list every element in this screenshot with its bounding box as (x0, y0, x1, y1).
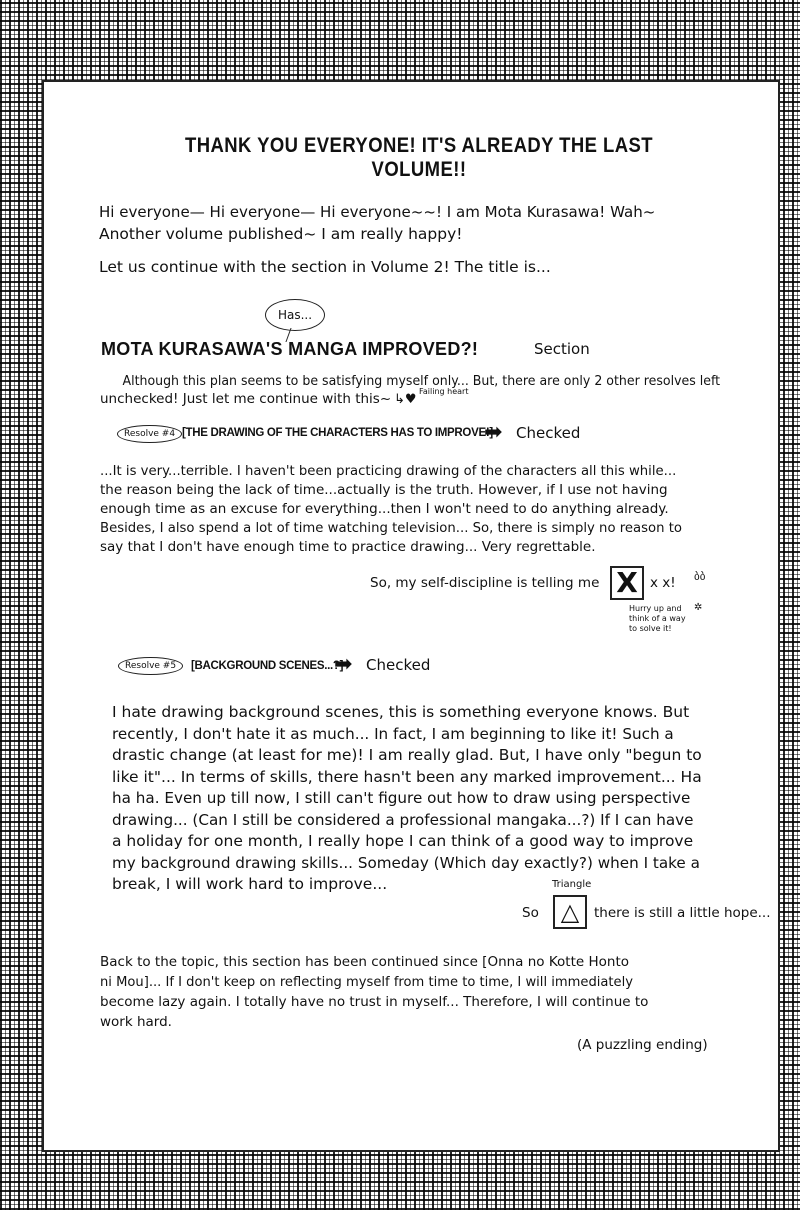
failing-heart-arrow-icon: ↳♥ (394, 392, 417, 407)
arrow-right-icon: ➡ (334, 652, 353, 677)
closing-line: Back to the topic, this section has been continued since [Onna no Kotte Honto (100, 954, 629, 970)
resolve-5-body (112, 702, 772, 896)
triangle-label: Triangle (552, 879, 592, 890)
section-heading: MOTA KURASAWA'S MANGA IMPROVED?! (101, 339, 479, 359)
resolve-4-line: ...It is very...terrible. I haven't been practicing drawing of the characters all this while... (100, 463, 677, 479)
resolve-5-line: ha ha. Even up till now, I still can't figure out how to draw using perspective (112, 789, 691, 807)
resolve-5-line: like it"... In terms of skills, there hasn't been any marked improvement... Ha (112, 767, 702, 786)
resolve-4-badge: Resolve #4 (117, 425, 182, 443)
closing-line: work hard. (100, 1014, 172, 1030)
section-note-line-2: unchecked! Just let me continue with this~ (100, 391, 392, 407)
resolve-4-body (100, 462, 780, 557)
resolve-5-line: a holiday for one month, I really hope I can think of a good way to improve (112, 832, 694, 850)
resolve-4-status: Checked (516, 424, 581, 442)
resolve-4-line: say that I don't have enough time to practice drawing... Very regrettable. (100, 539, 596, 555)
resolve-5-line: my background drawing skills... Someday (Which day exactly?) when I take a (112, 853, 700, 872)
section-note-line-1: Although this plan seems to be satisfying myself only... But, there are only 2 other resolves left (122, 373, 721, 389)
sweat-drops-icon: ბბ (694, 570, 706, 583)
resolve-4-title: [THE DRAWING OF THE CHARACTERS HAS TO IMPROVE!] (182, 427, 493, 439)
closing-line: ni Mou]... If I don't keep on reflecting myself from time to time, I will immediately (100, 974, 634, 990)
page-panel (44, 82, 778, 1150)
verdict-suffix: there is still a little hope... (594, 905, 771, 921)
verdict-trail: x x! (650, 575, 676, 591)
page-title: THANK YOU EVERYONE! IT'S ALREADY THE LAST VOLUME!! (184, 134, 654, 181)
resolve-5-badge: Resolve #5 (118, 657, 183, 675)
closing-body (100, 952, 780, 1032)
resolve-5-line: drawing... (Can I still be considered a professional mangaka...?) If I can have (112, 810, 694, 829)
resolve-5-line: recently, I don't hate it as much... In fact, I am beginning to like it! Such a (112, 724, 674, 743)
intro-line-1: Hi everyone— Hi everyone— Hi everyone~~! I am Mota Kurasawa! Wah~ (99, 203, 656, 221)
side-note-line: think of a way (629, 614, 686, 623)
sparkle-icon: ✲ (694, 602, 703, 613)
resolve-5-line: drastic change (at least for me)! I am really glad. But, I have only "begun to (112, 746, 702, 764)
arrow-right-icon: ➡ (484, 420, 503, 445)
resolve-4-line: the reason being the lack of time...actually is the truth. However, if I use not having (100, 482, 668, 498)
resolve-4-line: Besides, I also spend a lot of time watching television... So, there is simply no reason to (100, 520, 682, 536)
section-label: Section (534, 340, 590, 358)
x-mark-box-icon: X (610, 566, 644, 600)
verdict-text: So, my self-discipline is telling me (370, 575, 600, 591)
resolve-5-line: I hate drawing background scenes, this is something everyone knows. But (112, 703, 690, 721)
resolve-5-line: break, I will work hard to improve... (112, 875, 388, 893)
closing-line: become lazy again. I totally have no trust in myself... Therefore, I will continue to (100, 994, 649, 1010)
side-note-line: Hurry up and (629, 604, 682, 613)
resolve-5-status: Checked (366, 656, 431, 674)
speech-bubble: Has... (265, 299, 325, 331)
verdict-prefix: So (522, 905, 539, 921)
failing-heart-label: Failing heart (419, 387, 469, 396)
resolve-4-line: enough time as an excuse for everything...then I won't need to do anything already. (100, 501, 669, 517)
side-note (629, 604, 686, 634)
side-note-line: to solve it! (629, 624, 672, 633)
intro-line-3: Let us continue with the section in Volume 2! The title is... (99, 258, 551, 276)
closing-ending: (A puzzling ending) (577, 1037, 708, 1053)
intro-line-2: Another volume published~ I am really happy! (99, 225, 463, 243)
resolve-5-title: [BACKGROUND SCENES...?] (191, 660, 344, 672)
triangle-box-icon: △ (553, 895, 587, 929)
